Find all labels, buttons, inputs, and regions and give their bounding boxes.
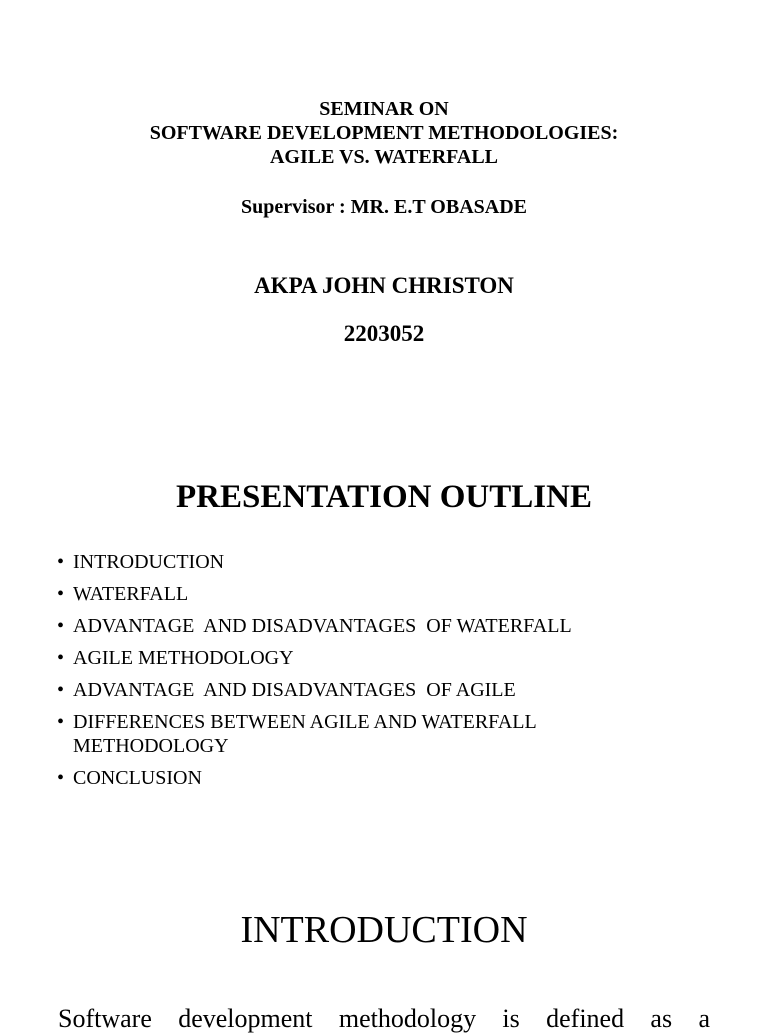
list-item-label: ADVANTAGE AND DISADVANTAGES OF WATERFALL <box>73 615 572 637</box>
intro-title: INTRODUCTION <box>240 909 528 951</box>
title-line: AGILE VS. WATERFALL <box>269 146 499 168</box>
bullet-icon: • <box>57 615 65 637</box>
title-slide <box>0 0 768 420</box>
intro-slide <box>0 840 768 1033</box>
bullet-icon: • <box>57 551 65 573</box>
bullet-icon: • <box>57 647 65 669</box>
bullet-icon: • <box>57 679 65 701</box>
outline-slide <box>0 420 768 840</box>
list-item-label: ADVANTAGE AND DISADVANTAGES OF AGILE <box>73 679 516 701</box>
title-line: SOFTWARE DEVELOPMENT METHODOLOGIES: <box>149 122 619 144</box>
list-item-label: AGILE METHODOLOGY <box>73 647 294 669</box>
intro-paragraph: Software development methodology is defined as a <box>58 1004 710 1033</box>
matric-number: 2203052 <box>343 321 425 346</box>
list-item-label: WATERFALL <box>73 583 189 605</box>
list-item <box>57 614 657 638</box>
list-item <box>57 710 613 758</box>
list-item-label: CONCLUSION <box>73 767 202 789</box>
list-item <box>57 582 657 606</box>
list-item <box>57 766 657 790</box>
list-item-label: INTRODUCTION <box>73 551 225 573</box>
title-line: SEMINAR ON <box>319 98 449 120</box>
bullet-icon: • <box>57 711 65 733</box>
outline-list <box>57 550 657 798</box>
bullet-icon: • <box>57 583 65 605</box>
list-item <box>57 646 657 670</box>
list-item <box>57 678 657 702</box>
seminar-title <box>0 97 768 169</box>
author-name: AKPA JOHN CHRISTON <box>254 273 514 298</box>
list-item-label: DIFFERENCES BETWEEN AGILE AND WATERFALL METHODOLOGY <box>73 711 536 757</box>
bullet-icon: • <box>57 767 65 789</box>
outline-title: PRESENTATION OUTLINE <box>176 479 592 515</box>
supervisor-line: Supervisor : MR. E.T OBASADE <box>241 196 527 218</box>
list-item <box>57 550 657 574</box>
